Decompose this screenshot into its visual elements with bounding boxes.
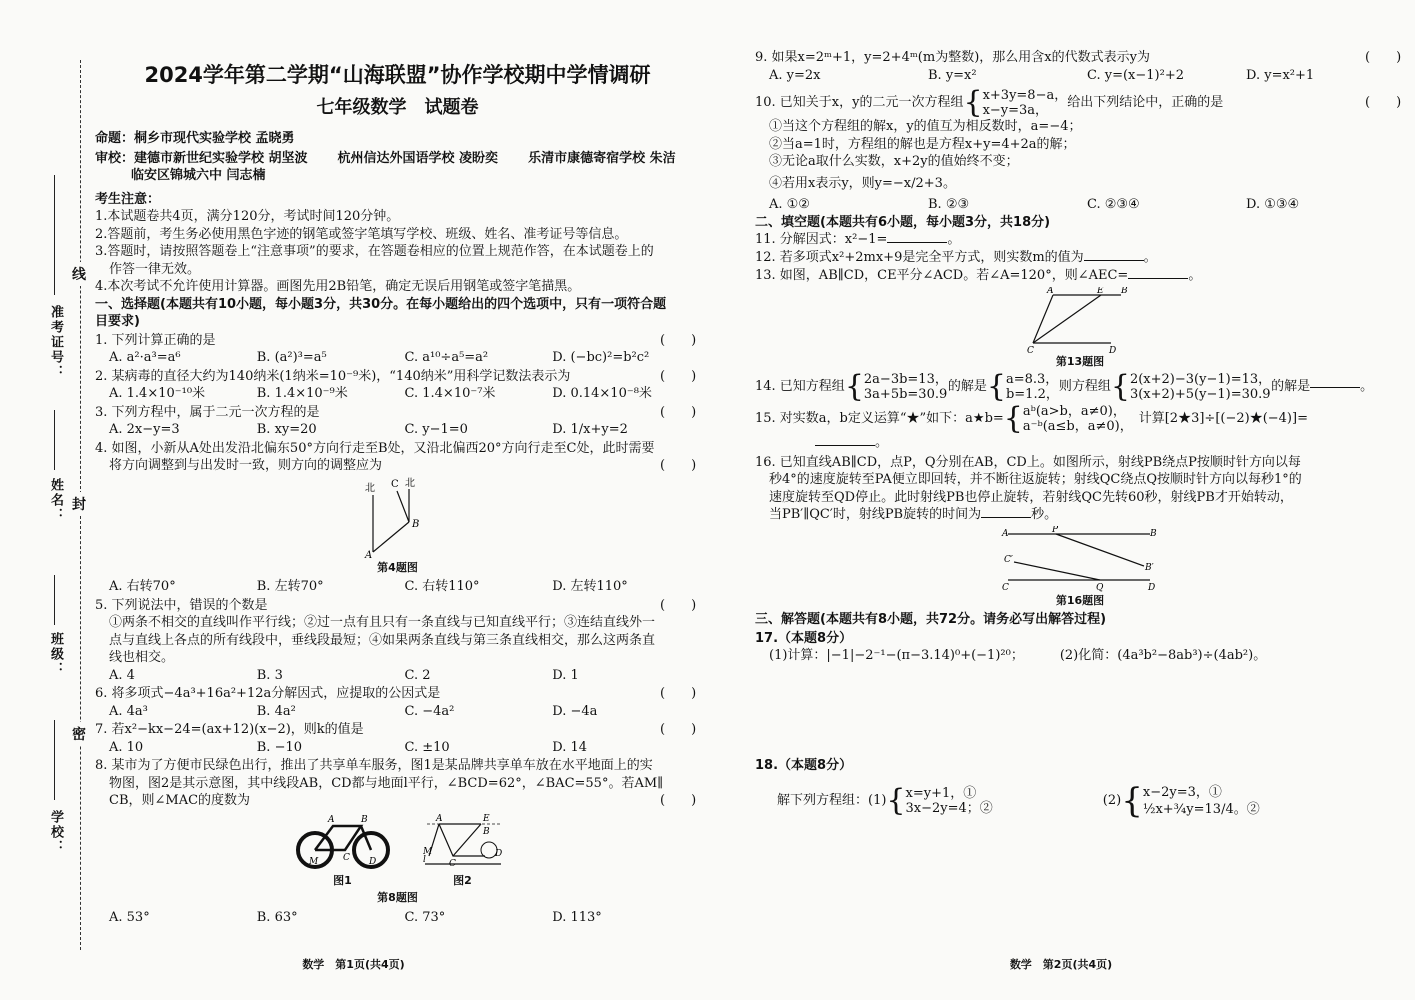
school-blank [54,720,55,800]
q10-eq-1: x+3y=8−a， [982,88,1068,103]
q14-sys1-eq2: 3a+5b=30.9 [863,387,948,402]
q9-answer-paren: ( ) [1365,50,1402,65]
notice-1: 1.本试题卷共4页，满分120分，考试时间120分钟。 [95,209,400,224]
q14-sys1-eq1: 2a−3b=13， [863,372,948,387]
q17-part-1: (1)计算：|−1|−2⁻¹−(π−3.14)⁰+(−1)²⁰； [769,648,1024,663]
q10-item-2: ②当a=1时，方程组的解也是方程x+y=4+2a的解； [769,136,1076,152]
q1-answer-paren: ( ) [660,332,697,348]
q14-text-b: 的解是 [947,379,987,395]
q8-bicycle-photo [293,812,393,872]
q10-system: { x+3y=8−a， x−y=3a， [963,85,1068,120]
q1-option-a: A. a²·a³=a⁶ [109,350,181,365]
q13-caption: 第13题图 [1055,354,1105,368]
exam-page-1 [0,0,707,1000]
q18-sys1-eq1: x=y+1，① [905,786,977,801]
q8-f2-label-b: B [482,826,490,837]
q16-answer-blank [981,517,1031,518]
q4-label-c: C [390,478,399,490]
q4-stem-2: 将方向调整到与出发时一致，则方向的调整应为 [109,458,383,473]
q16-label-q: Q [1096,582,1104,592]
q18-sys2-eq2: ½x+¾y=13/4。② [1142,802,1260,817]
q4-label-north-b: 北 [404,477,415,489]
q16-stem-3: 速度旋转至QD停止。此时射线PB也停止旋转，若射线QC先转60秒，射线PB才开始转动， [769,489,1293,505]
q5-option-a: A. 4 [109,667,135,683]
question-17 [755,630,1405,665]
q16-label-c: C [1002,582,1009,592]
q14-text-a: 14. 已知方程组 [755,379,845,395]
q8-fig1-label: 图1 [333,873,352,887]
question-6 [95,685,700,720]
q8-f1-label-m: M [308,856,318,867]
q3-option-b: B. xy=20 [256,422,317,437]
notice-3-cont: 作答一律无效。 [109,261,201,277]
q1-stem: 1. 下列计算正确的是 [95,332,216,348]
q2-options [95,385,700,403]
q8-schematic [423,812,503,872]
q13-stem: 13. 如图，AB∥CD，CE平分∠ACD。若∠A=120°，则∠AEC= [755,268,1129,283]
q5-option-c: C. 2 [404,667,431,683]
q14-answer-blank [1310,387,1360,388]
page2-content [755,48,1405,821]
q8-f1-label-a: A [327,814,334,825]
question-14: 14. 已知方程组 { 2a−3b=13， 3a+5b=30.9 的解是 { a=8.3， b=1.2， 则方程组 { 2(x+2)−3(y−1)=13， 3(x+2)+5(y−1)=30.9 的解是 。 [755,369,1374,404]
q13-answer-blank [1128,278,1188,279]
reviewer-extra: 临安区锦城六中 闫志楠 [131,168,266,183]
q10-option-d: D. ①③④ [1246,197,1300,212]
q14-sys2-eq2: 3(x+2)+5(y−1)=30.9 [1129,387,1271,402]
q5-answer-paren: ( ) [660,597,697,613]
exam-number-blank [54,175,55,295]
q16-label-b-prime: B′ [1145,562,1154,573]
q9-option-a: A. y=2x [769,67,821,83]
q3-option-c: C. y−1=0 [404,422,468,437]
q7-answer-paren: ( ) [660,722,697,737]
q7-stem: 7. 若x²−kx−24=(ax+12)(x−2)，则k的值是 [95,722,364,737]
q8-option-a: A. 53° [109,909,150,925]
q4-stem-1: 4. 如图，小新从A处出发沿北偏东50°方向行走至B处，又沿北偏西20°方向行走至C处，此时需要 [95,440,655,456]
q14-text-d: 的解是 [1271,379,1311,395]
question-5 [95,597,700,685]
q16-figure [755,526,1405,610]
notice-4: 4.本次考试不允许使用计算器。画图先用2B铅笔，确定无误后用钢笔或签字笔描黑。 [95,279,581,294]
q8-stem-2: 物图，图2是其示意图，其中线段AB，CD都与地面l平行，∠BCD=62°，∠BAC=55°。若AM∥ [109,775,664,791]
q2-option-d: D. 0.14×10⁻⁸米 [552,386,652,401]
question-8 [95,757,700,926]
question-9 [755,49,1405,84]
q8-option-b: B. 63° [256,909,298,925]
q16-stem-1: 16. 已知直线AB∥CD，点P，Q分别在AB，CD上。如图所示，射线PB绕点P按顺时针方向以每 [755,454,1301,470]
question-7 [95,721,700,756]
q10-option-b: B. ②③ [928,197,970,212]
q4-path-ab [373,522,409,552]
q1-option-b: B. (a²)³=a⁵ [256,350,327,365]
q6-options [95,703,700,721]
question-12: 12. 若多项式x²+2mx+9是完全平方式，则实数m的值为 。 [755,249,1157,265]
question-1 [95,332,700,367]
q16-caption: 第16题图 [1055,593,1105,607]
q8-f1-label-c: C [342,852,350,863]
q8-frame-acd [439,824,485,856]
q4-caption: 第4题图 [377,560,418,574]
q13-label-a: A [1047,286,1054,296]
section3-heading: 三、解答题(本题共有8小题，共72分。请务必写出解答过程) [755,612,1107,627]
q17-heading: 17.（本题8分） [755,630,853,646]
q5-options [95,667,700,685]
question-15: 15. 对实数a，b定义运算“★”如下：a★b= { aᵇ(a>b，a≠0)， a⁻ᵇ(a≤b，a≠0)， 计算[2★3]÷[(−2)★(−4)]= [755,401,1308,436]
q16-ray-pb-prime [1056,534,1144,566]
name-label: 姓名： [48,478,63,523]
q5-option-d: D. 1 [552,667,579,683]
q4-option-d: D. 左转110° [552,579,628,594]
q15-text-b: 计算[2★3]÷[(−2)★(−4)]= [1138,411,1308,427]
q6-option-b: B. 4a² [256,703,296,719]
q13-label-c: C [1027,345,1034,353]
q8-f2-label-d: D [494,848,502,859]
class-label: 班级： [48,632,63,677]
q18-part-2-label: (2) [1102,793,1122,809]
q6-answer-paren: ( ) [660,686,697,701]
q8-options [95,909,700,927]
q2-option-c: C. 1.4×10⁻⁷米 [404,386,496,401]
section1-heading: 一、选择题(本题共有10小题，每小题3分，共30分。在每小题给出的四个选项中，只有一项符合题 [95,296,667,312]
q8-option-c: C. 73° [404,909,446,925]
q8-f1-label-d: D [368,856,376,867]
reviewer-3: 乐清市康德寄宿学校 朱洁 [528,150,676,166]
q3-option-d: D. 1/x+y=2 [552,422,628,437]
q4-answer-paren: ( ) [660,458,697,473]
notice-3: 3.答题时，请按照答题卷上“注意事项”的要求，在答题卷相应的位置上规范作答，在本试题卷上的 [95,244,654,259]
q9-option-b: B. y=x² [928,67,977,83]
page2-footer: 数学 第2页(共4页) [1009,958,1113,971]
question-3 [95,404,700,439]
q13-figure [755,287,1405,371]
q8-caption: 第8题图 [377,891,418,904]
q14-sol-a: a=8.3， [1005,372,1059,387]
question-2 [95,368,700,403]
exam-page-2 [707,0,1415,1000]
q16-label-c-prime: C′ [1004,554,1013,565]
question-16 [755,454,1405,610]
q10-option-c: C. ②③④ [1087,197,1140,212]
q7-option-c: C. ±10 [404,739,450,755]
q8-stem-1: 8. 某市为了方便市民绿色出行，推出了共享单车服务，图1是某品牌共享单车放在水平地面上的实 [95,758,653,773]
q10-answer-paren: ( ) [1365,95,1402,111]
q18-sys2-eq1: x−2y=3，① [1142,785,1222,800]
q16-stem-4a: 当PB′∥QC′时，射线PB旋转的时间为 [769,507,982,522]
q4-options [95,578,700,596]
q10-options [755,196,1405,214]
section1-heading-cont: 目要求) [95,314,140,329]
name-blank [54,410,55,470]
q18-heading: 18.（本题8分） [755,757,853,773]
q4-label-a: A [364,549,372,559]
q13-label-e: E [1097,286,1104,296]
q13-label-d: D [1109,345,1117,353]
question-13: 13. 如图，AB∥CD，CE平分∠ACD。若∠A=120°，则∠AEC= 。 A E B C D 第13题图 [755,267,1405,370]
q16-label-d: D [1148,582,1156,592]
q10-stem-a: 10. 已知关于x，y的二元一次方程组 [755,95,964,111]
q3-options [95,421,700,439]
cut-mark-secret: 密 [72,722,86,746]
q17-part-2: (2)化简：(4a³b²−8ab³)÷(4ab²)。 [1059,648,1267,663]
section2-heading: 二、填空题(本题共有6小题，每小题3分，共18分) [755,214,1051,230]
q8-f2-label-a: A [435,813,442,824]
q5-option-b: B. 3 [256,667,283,683]
q8-fig2-label: 图2 [453,873,472,887]
q7-option-d: D. 14 [552,739,588,755]
class-blank [54,575,55,625]
question-4 [95,440,700,596]
binding-strip [0,0,95,1000]
q16-label-a: A [1002,528,1009,539]
q10-item-3: ③无论a取什么实数，x+2y的值始终不变； [769,154,1019,169]
q4-figure [95,477,700,577]
cut-mark-line: 线 [72,262,86,286]
q14-sol-b: b=1.2， [1005,387,1059,402]
q10-option-a: A. ①② [769,197,810,212]
question-18: 18.（本题8分） 解下列方程组：(1) { x=y+1，① 3x−2y=4；② (2) { x−2y=3，① ½x+¾y=13/4。② [755,757,1405,819]
q8-f2-label-l: l [422,854,426,865]
question-11: 11. 分解因式：x²−1= 。 [755,232,961,247]
exam-title: 2024学年第二学期“山海联盟”协作学校期中学情调研 [144,63,651,87]
q16-ray-qc-prime [1014,562,1100,580]
page1-footer: 数学 第1页(共4页) [302,958,405,971]
q5-stem: 5. 下列说法中，错误的个数是 [95,597,268,613]
q4-label-north-a: 北 [364,482,375,494]
notice-title: 考生注意： [95,191,161,207]
q16-stem-2: 秒4°的速度旋转至PA便立即回转，并不断往返旋转；射线QC绕点Q按顺时针方向以每秒1°的 [769,472,1302,487]
q4-option-c: C. 右转110° [404,579,480,594]
q8-stem-3: CB，则∠MAC的度数为 [109,793,251,808]
reviewer-line [95,150,700,168]
q4-label-b: B [411,518,419,530]
q8-f1-label-b: B [360,814,368,825]
q8-f2-label-m: M [422,846,432,857]
q18-sys1-eq2: 3x−2y=4；② [905,801,993,816]
q9-stem: 9. 如果x=2ᵐ+1，y=2+4ᵐ(m为整数)，那么用含x的代数式表示y为 [755,50,1150,65]
q1-option-d: D. (−bc)²=b²c² [552,350,650,365]
notice-2: 2.答题前，考生务必使用黑色字迹的钢笔或签字笔填写学校、班级、姓名、准考证号等信息。 [95,226,628,242]
q11-stem: 11. 分解因式：x²−1= [755,232,888,247]
school-label: 学校： [48,810,63,855]
q13-diagram [1025,287,1135,353]
exam-subtitle: 七年级数学 试题卷 [316,97,479,118]
q7-option-a: A. 10 [109,739,144,755]
q8-f2-label-c: C [448,858,456,869]
q8-option-d: D. 113° [552,909,602,925]
q10-eq-2: x−y=3a， [982,103,1049,118]
q18-part-1-label: 解下列方程组：(1) [777,793,887,809]
q10-stem-b: 给出下列结论中，正确的是 [1067,95,1224,111]
reviewer-2: 杭州信达外国语学校 凌盼奕 [337,150,499,166]
q15-text-a: 15. 对实数a，b定义运算“★”如下：a★b= [755,411,1004,427]
exam-number-label: 准考证号： [48,305,63,380]
page1-content [95,58,700,926]
q2-answer-paren: ( ) [660,368,697,384]
setter-line: 命题：桐乡市现代实验学校 孟晓勇 [95,131,295,146]
q8-segment-bc [453,824,481,856]
q12-stem: 12. 若多项式x²+2mx+9是完全平方式，则实数m的值为 [755,249,1084,265]
q9-options [755,67,1405,85]
q8-figure [95,812,700,907]
q10-item-4: ④若用x表示y，则y=−x/2+3。 [769,175,956,191]
q5-statement-3: 线也相交。 [109,650,175,665]
q16-label-p: P [1052,525,1059,535]
q1-options [95,349,700,367]
q2-option-a: A. 1.4×10⁻¹⁰米 [109,386,206,401]
q6-stem: 6. 将多项式−4a³+16a²+12a分解因式，应提取的公因式是 [95,686,441,701]
q10-item-1: ①当这个方程组的解x，y的值互为相反数时，a=−4； [769,119,1082,134]
q15-case-2: a⁻ᵇ(a≤b，a≠0)， [1022,419,1133,434]
q6-option-d: D. −4a [552,703,598,719]
reviewer-1: 审校：建德市新世纪实验学校 胡坚波 [95,150,308,166]
q8-answer-paren: ( ) [660,793,697,808]
q7-options [95,739,700,757]
q13-label-b: B [1121,286,1128,296]
q6-option-c: C. −4a² [404,703,455,719]
q15-case-1: aᵇ(a>b，a≠0)， [1022,404,1126,419]
q3-answer-paren: ( ) [660,404,697,420]
q16-stem-4b: 秒。 [1031,507,1058,522]
q3-option-a: A. 2x−y=3 [109,422,180,437]
q4-option-a: A. 右转70° [109,579,176,594]
q2-stem: 2. 某病毒的直径大约为140纳米(1纳米=10⁻⁹米)，“140纳米”用科学记数法表示为 [95,368,571,384]
q8-f2-label-e: E [482,813,490,824]
q9-option-d: D. y=x²+1 [1246,67,1315,83]
q8-bike-fork [361,826,371,850]
q12-answer-blank [1084,260,1144,261]
q16-label-b: B [1150,528,1157,539]
q4-path-bc [397,491,409,522]
q5-statement-2: 点与直线上各点的所有线段中，垂线段最短；④如果两条直线与第三条直线相交，那么这两条直 [109,632,656,648]
q1-option-c: C. a¹⁰÷a⁵=a² [404,350,489,365]
q9-option-c: C. y=(x−1)²+2 [1087,67,1184,83]
q6-option-a: A. 4a³ [109,703,148,719]
q14-text-c: 则方程组 [1058,379,1111,395]
q16-diagram [1000,526,1160,592]
q7-option-b: B. −10 [256,739,303,755]
q3-stem: 3. 下列方程中，属于二元一次方程的是 [95,404,320,420]
question-10 [755,85,1405,214]
q14-sys2-eq1: 2(x+2)−3(y−1)=13， [1129,372,1272,387]
cut-mark-seal: 封 [72,492,86,516]
q4-option-b: B. 左转70° [256,579,324,594]
q5-statement-1: ①两条不相交的直线叫作平行线；②过一点有且只有一条直线与已知直线平行；③连结直线外一 [109,615,656,630]
q11-answer-blank [887,242,947,243]
q4-direction-diagram [363,477,433,559]
q2-option-b: B. 1.4×10⁻⁹米 [256,386,348,401]
q15-answer-blank [815,445,875,446]
q15-answer-line: 。 [755,434,1405,452]
